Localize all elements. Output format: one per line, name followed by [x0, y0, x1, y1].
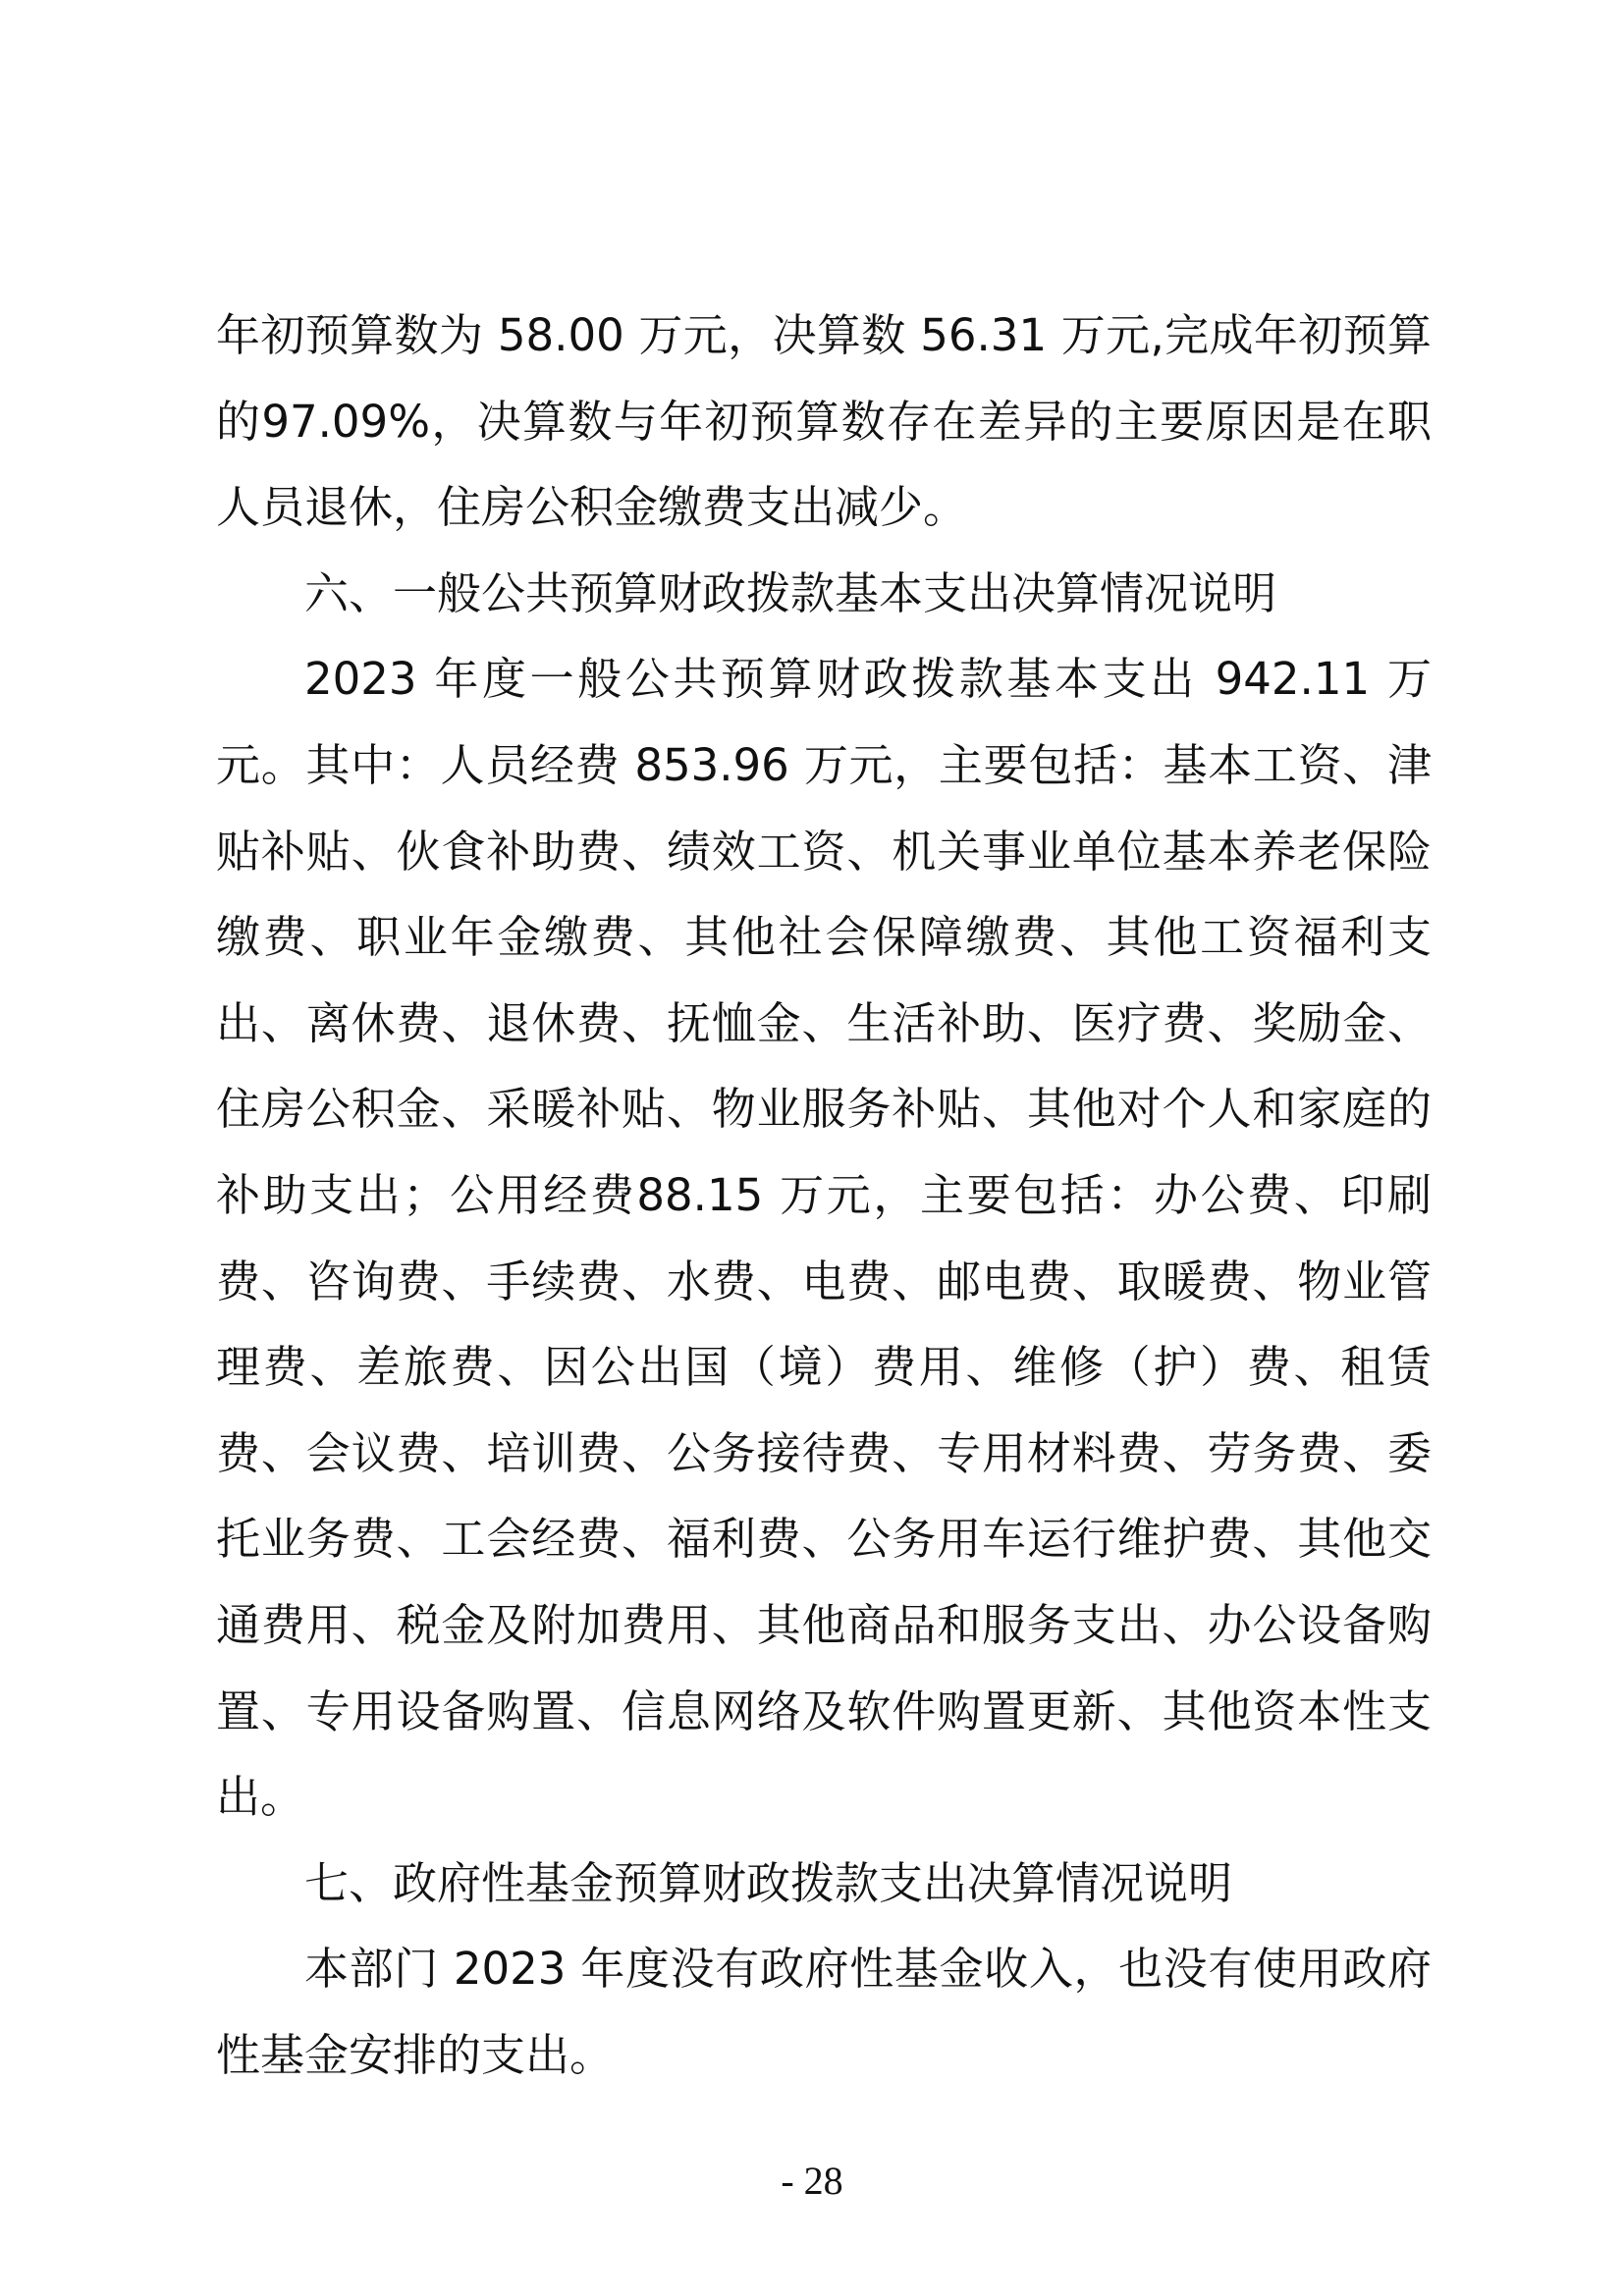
document-body	[216, 293, 1432, 2098]
paragraph-basic-expenditure: 2023 年度一般公共预算财政拨款基本支出 942.11 万元。其中：人员经费 853.96 万元，主要包括：基本工资、津贴补贴、伙食补助费、绩效工资、机关事业单位基本养老保险缴费、职业年金缴费、其他社会保障缴费、其他工资福利支出、离休费、退休费、抚恤金、生活补助、医疗费、奖励金、住房公积金、采暖补贴、物业服务补贴、其他对个人和家庭的补助支出；公用经费88.15 万元，主要包括：办公费、印刷费、咨询费、手续费、水费、电费、邮电费、取暖费、物业管理费、差旅费、因公出国（境）费用、维修（护）费、租赁费、会议费、培训费、公务接待费、专用材料费、劳务费、委托业务费、工会经费、福利费、公务用车运行维护费、其他交通费用、税金及附加费用、其他商品和服务支出、办公设备购置、专用设备购置、信息网络及软件购置更新、其他资本性支出。	[216, 653, 1432, 1824]
section-heading-6: 六、一般公共预算财政拨款基本支出决算情况说明	[304, 566, 1277, 619]
paragraph-budget-variance: 年初预算数为 58.00 万元，决算数 56.31 万元,完成年初预算的97.09%，决算数与年初预算数存在差异的主要原因是在职人员退休，住房公积金缴费支出减少。	[216, 309, 1432, 534]
page-number: - 28	[781, 2159, 843, 2203]
section-heading-7: 七、政府性基金预算财政拨款支出决算情况说明	[304, 1856, 1233, 1909]
paragraph-government-fund: 本部门 2023 年度没有政府性基金收入，也没有使用政府性基金安排的支出。	[216, 1943, 1432, 2081]
